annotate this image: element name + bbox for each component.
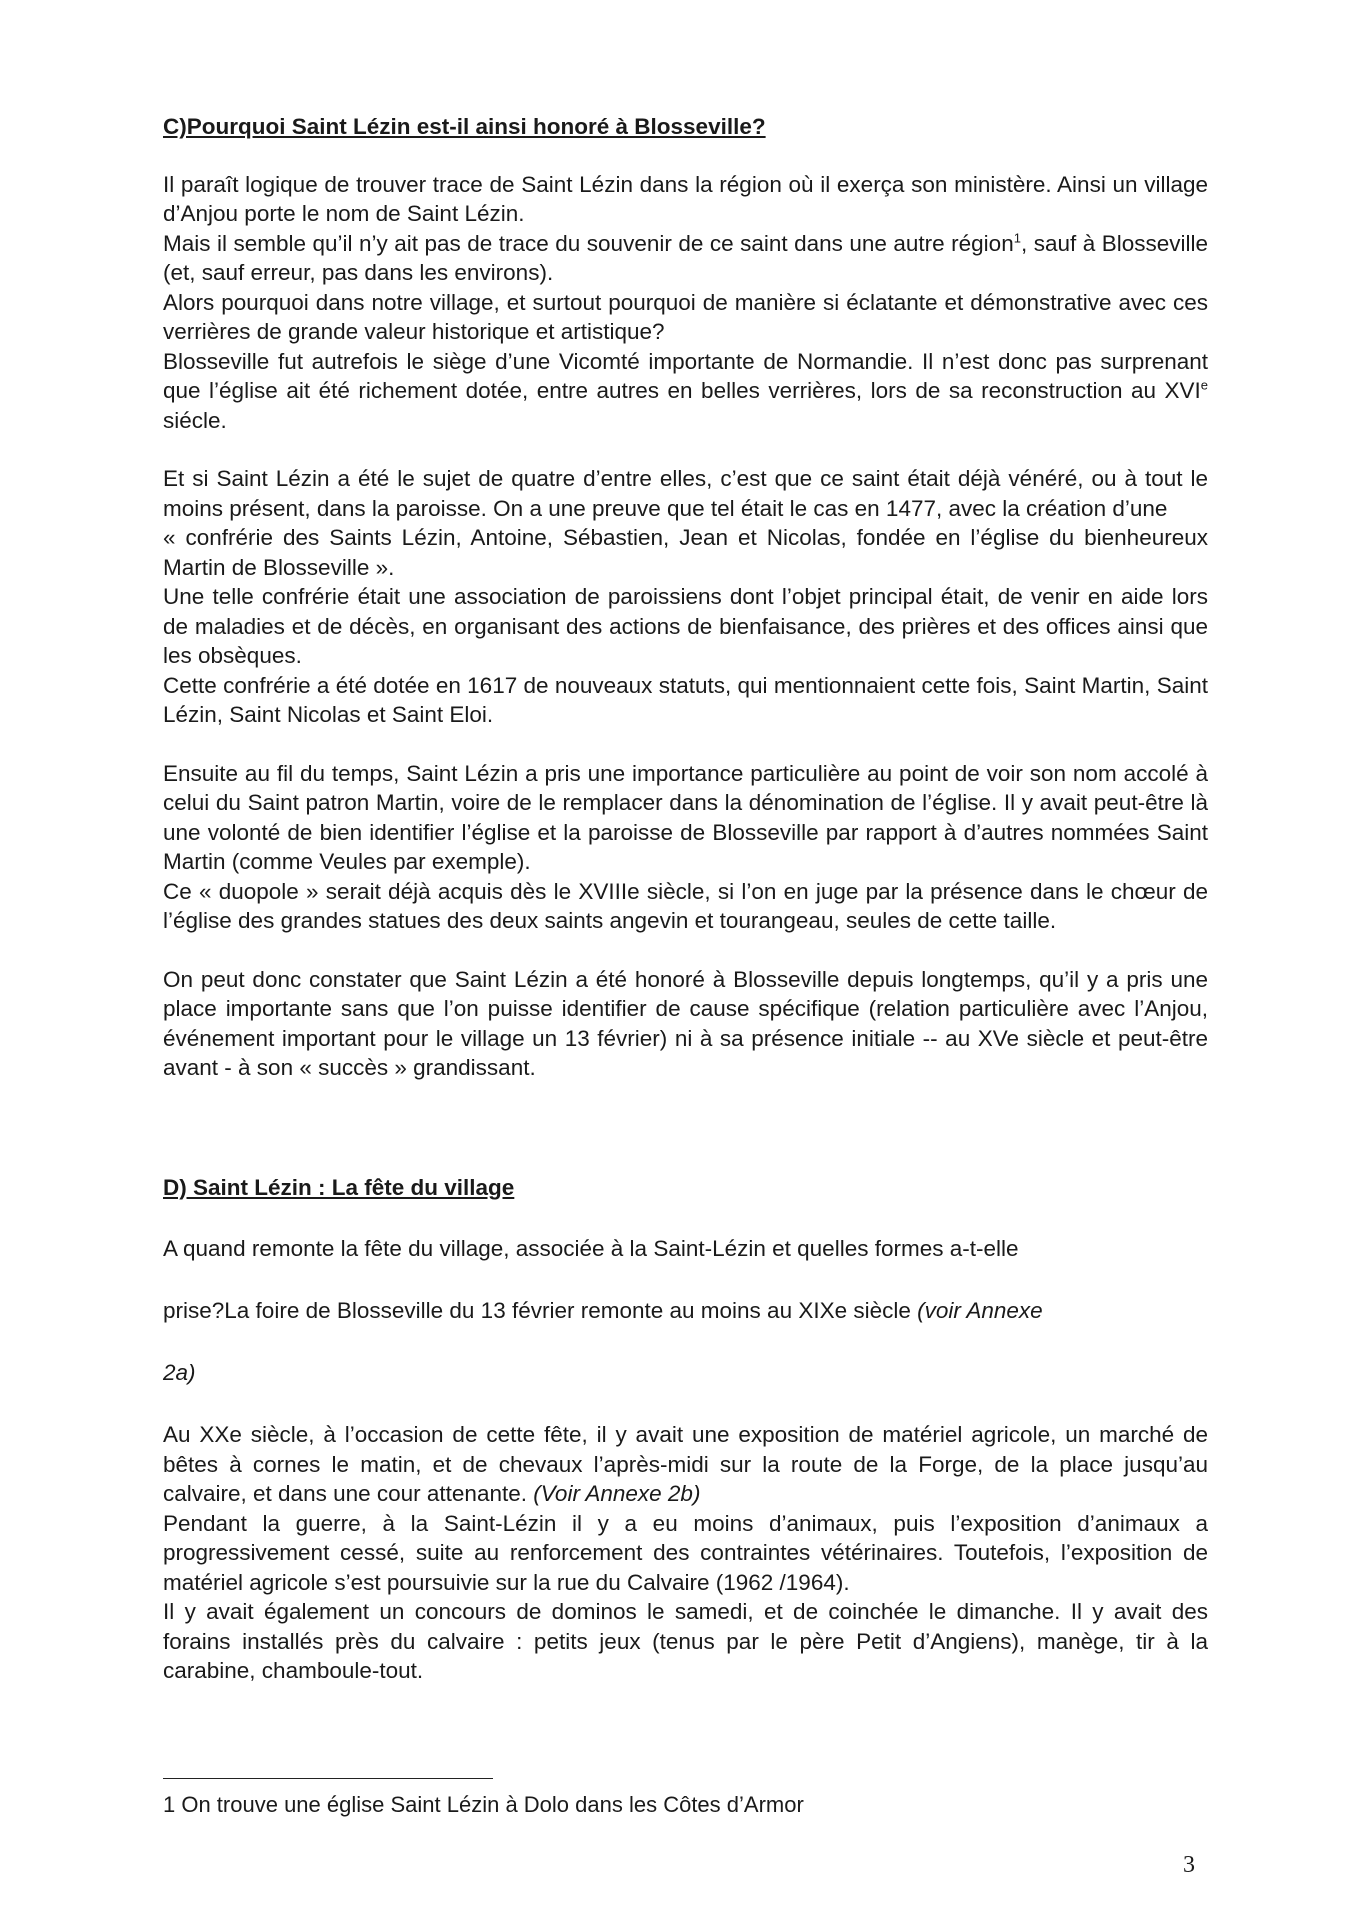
section-c-paragraph xyxy=(163,229,1208,288)
section-c-paragraph: Cette confrérie a été dotée en 1617 de nouveaux statuts, qui mentionnaient cette fois, Saint Martin, Saint Lézin, Saint Nicolas et Saint Eloi. xyxy=(163,672,1208,727)
superscript: e xyxy=(1200,377,1208,393)
text-run: siécle. xyxy=(163,407,227,433)
section-c-paragraph: Alors pourquoi dans notre village, et surtout pourquoi de manière si éclatante et démonstrative avec ces verrières de grande valeur historique et artistique? xyxy=(163,289,1208,344)
paragraph-gap xyxy=(163,435,1208,464)
text-run: , sauf à Blosseville (et, sauf erreur, pas dans les environs). xyxy=(163,230,1208,285)
section-c-paragraph xyxy=(163,347,1208,436)
text-run: Mais il semble qu’il n’y ait pas de trace du souvenir de ce saint dans une autre région xyxy=(163,230,1014,256)
footnote-divider xyxy=(163,1778,493,1779)
text-run: Au XXe siècle, à l’occasion de cette fête, il y avait une exposition de matériel agricole, un marché de bêtes à cornes le matin, et de chevaux l’après‑midi sur la route de la Forge, de la place jusqu’au calvaire, et dans une cour attenante. xyxy=(163,1422,1208,1506)
section-c-paragraph: Ce « duopole » serait déjà acquis dès le XVIIIe siècle, si l’on en juge par la présence dans le chœur de l’église des grandes statues des deux saints angevin et tourangeau, seules de cette taille. xyxy=(163,878,1208,933)
text-run: prise?La foire de Blosseville du 13 février remonte au moins au XIXe siècle xyxy=(163,1298,911,1323)
annex-reference: (Voir Annexe 2b) xyxy=(533,1481,701,1506)
section-c-paragraph: Et si Saint Lézin a été le sujet de quatre d’entre elles, c’est que ce saint était déjà vénéré, ou à tout le moins présent, dans la paroisse. On a une preuve que tel était le cas en 1477, avec la création d’une xyxy=(163,466,1208,521)
section-c-paragraph: Une telle confrérie était une association de paroissiens dont l’objet principal était, de venir en aide lors de maladies et de décès, en organisant des actions de bienfaisance, des prières et des offices ainsi que les obsèques. xyxy=(163,584,1208,668)
page-number: 3 xyxy=(1183,1852,1195,1878)
section-d-paragraph xyxy=(163,1420,1208,1509)
section-c-heading: C)Pourquoi Saint Lézin est-il ainsi honoré à Blosseville? xyxy=(163,114,766,139)
section-d-paragraph: Il y avait également un concours de dominos le samedi, et de coinchée le dimanche. Il y avait des forains installés près du calvaire : petits jeux (tenus par le père Petit d’Angiens), manège, tir à la carabine, chamboule‑tout. xyxy=(163,1599,1208,1683)
annex-reference: 2a) xyxy=(163,1360,196,1385)
section-d-heading: D) Saint Lézin : La fête du village xyxy=(163,1174,515,1200)
section-d-paragraph xyxy=(163,1296,1208,1326)
paragraph-gap xyxy=(163,730,1208,759)
footnote-reference: 1 xyxy=(1013,230,1021,245)
section-c-conclusion: On peut donc constater que Saint Lézin a été honoré à Blosseville depuis longtemps, qu’il y a pris une place importante sans que l’on puisse identifier de cause spécifique (relation particulière avec l’Anjou, événement important pour le village un 13 février) ni à sa présence initiale ‑‑ au XVe siècle et peut‑être avant ‑ à son « succès » grandissant. xyxy=(163,966,1208,1080)
footnote: 1 On trouve une église Saint Lézin à Dolo dans les Côtes d’Armor xyxy=(163,1792,804,1817)
section-c-paragraph: Il paraît logique de trouver trace de Saint Lézin dans la région où il exerça son ministère. Ainsi un village d’Anjou porte le nom de Saint Lézin. xyxy=(163,171,1208,226)
annex-reference: (voir Annexe xyxy=(917,1298,1043,1323)
section-c-paragraph: Ensuite au fil du temps, Saint Lézin a pris une importance particulière au point de voir son nom accolé à celui du Saint patron Martin, voire de le remplacer dans la dénomination de l’église. Il y avait peut‑être là une volonté de bien identifier l’église et la paroisse de Blosseville par rapport à d’autres nommées Saint Martin (comme Veules par exemple). xyxy=(163,760,1208,874)
page-content xyxy=(163,112,1208,1686)
paragraph-gap xyxy=(163,936,1208,965)
section-d-paragraph: Pendant la guerre, à la Saint‑Lézin il y a eu moins d’animaux, puis l’exposition d’animaux a progressivement cessé, suite au renforcement des contraintes vétérinaires. Toutefois, l’exposition de matériel agricole s’est poursuivie sur la rue du Calvaire (1962 /1964). xyxy=(163,1510,1208,1595)
quotation-paragraph: « confrérie des Saints Lézin, Antoine, Sébastien, Jean et Nicolas, fondée en l’église du bienheureux Martin de Blosseville ». xyxy=(163,525,1208,580)
section-d-paragraph: A quand remonte la fête du village, associée à la Saint‑Lézin et quelles formes a‑t‑elle xyxy=(163,1236,1019,1261)
text-run: Blosseville fut autrefois le siège d’une Vicomté importante de Normandie. Il n’est donc pas surprenant que l’église ait été richement dotée, entre autres en belles verrières, lors de sa reconstruction au XVI xyxy=(163,348,1208,403)
